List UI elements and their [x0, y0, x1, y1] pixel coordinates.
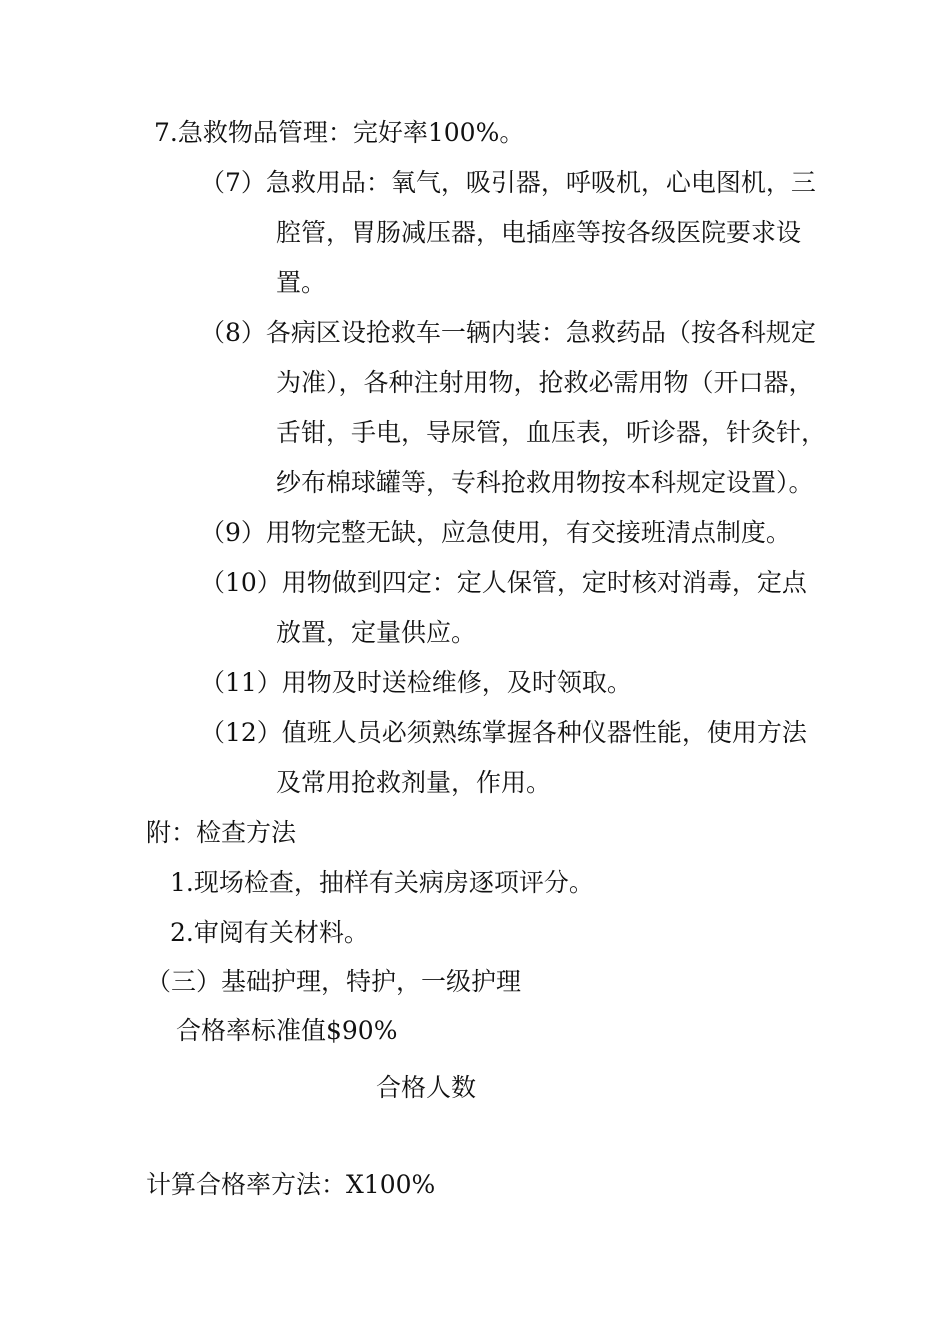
item-7-line-1: （7）急救用品：氧气，吸引器，呼吸机，心电图机，三	[200, 168, 816, 197]
item-8-line-3: 舌钳，手电，导尿管，血压表，听诊器，针灸针，	[276, 418, 827, 447]
pass-rate-standard: 合格率标准值$90%	[176, 1016, 398, 1045]
formula-numerator: 合格人数	[376, 1073, 477, 1102]
item-12-line-1: （12）值班人员必须熟练掌握各种仪器性能，使用方法	[200, 718, 807, 747]
item-11-line-1: （11）用物及时送检维修，及时领取。	[200, 668, 632, 697]
item-8-line-1: （8）各病区设抢救车一辆内装：急救药品（按各科规定	[200, 318, 816, 347]
item-10-line-1: （10）用物做到四定：定人保管，定时核对消毒，定点	[200, 568, 807, 597]
appendix-title: 附：检查方法	[146, 818, 297, 847]
section-3-title: （三）基础护理，特护，一级护理	[146, 967, 522, 996]
item-12-line-2: 及常用抢救剂量，作用。	[276, 768, 552, 797]
appendix-item-2: 2.审阅有关材料。	[170, 918, 369, 947]
pass-rate-formula: 计算合格率方法：X100%	[146, 1170, 436, 1199]
heading-7: 7.急救物品管理：完好率100%。	[154, 118, 525, 147]
appendix-item-1: 1.现场检查，抽样有关病房逐项评分。	[170, 868, 594, 897]
item-7-line-3: 置。	[276, 268, 327, 297]
item-7-line-2: 腔管，胃肠减压器，电插座等按各级医院要求设	[276, 218, 802, 247]
item-8-line-4: 纱布棉球罐等，专科抢救用物按本科规定设置）。	[276, 468, 814, 497]
item-10-line-2: 放置，定量供应。	[276, 618, 477, 647]
item-8-line-2: 为准），各种注射用物，抢救必需用物（开口器，	[276, 368, 814, 397]
item-9-line-1: （9）用物完整无缺，应急使用，有交接班清点制度。	[200, 518, 791, 547]
